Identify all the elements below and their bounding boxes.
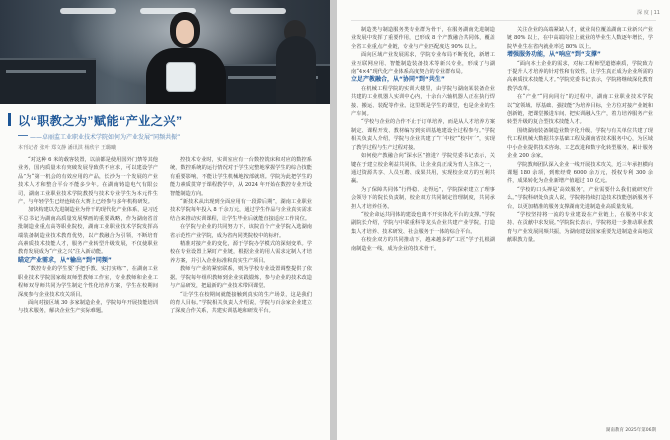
- feature-photo: [0, 0, 330, 104]
- headline-marker: [8, 113, 11, 126]
- ceiling-light-icon: [230, 8, 286, 14]
- device-prop: [166, 62, 196, 92]
- article-headline: 以“职教之为”赋能“产业之兴”: [18, 114, 183, 128]
- paragraph: “数控专业的学生要‘手把手教、实打实练’”，在湖南工业职业技术学院国家级双师型教师工作室，专业教师和企业工程师双导师共同为学生制定个性化培养方案，学生在校期间深度参与企业技术攻关项目。: [18, 266, 158, 298]
- right-column-1: [351, 26, 495, 428]
- paragraph: 学院教师团队深入企业一线开展技术攻关，近三年承担横向课题 180 余项，到账经费 6000 余万元，授权专利 300 余件，成果转化为企业新增产值超过 10 亿元。: [507, 161, 653, 185]
- paragraph: 在机械工程学院的实训大楼里，由学院与湖南某装备企业共建的工业机器人实训中心内，十余台六轴机器人正在执行焊接、搬运、装配等作业。这里既是学生的课堂，也是企业的生产车间。: [351, 85, 495, 118]
- paragraph: 在校企双方的共同推动下，越来越多的“工匠”学子扎根湖南制造业一线，成为企业的技术骨干。: [351, 237, 495, 252]
- paragraph: “新技术从出现到全面应用有一段滞后期”，湖南工业职业技术学院每年投入 8 千余万元，通过学生作品与企业真实需求结合来推动实训课程，让学生毕业后就能直接适应工作岗位。: [170, 199, 312, 222]
- paragraph: “校企命运共同体的建设也离不开实体化平台的支撑。”学院副院长介绍，学院与中联重科等龙头企业共建产业学院，打造集人才培养、技术研发、社会服务于一体的综合平台。: [351, 211, 495, 235]
- paragraph: 关注企业的高端紧缺人才，就业岗位覆盖湖南工业新兴产业链 80% 以上，在中高端岗位上就业的毕业生人数逐年增长，学院毕业生在省内就业率达 80% 以上。: [507, 27, 653, 50]
- paragraph: 如何使产教融合向“深水区”推进？学院党委书记表示，关键在于建立校企利益共同体，让企业真正成为育人主体之一，通过资源共享、人员互聘、成果共用，实现校企双方的互利共赢。: [351, 153, 495, 185]
- article-subhead: ——卓丽监工业职业技术学院如何为产业发展“同频共振”: [30, 134, 181, 141]
- right-page: [337, 0, 670, 440]
- paragraph: 围绕湖南装备制造业数字化升级，学院与有关单位共建了现代工程机械大数据共享基础工程及湖南省技术服务中心，为区域中小企业提供技术咨询、工艺改进和数字化转型服务，累计服务企业 200 余家。: [507, 127, 653, 160]
- paragraph: 加快构建以先进制造业为骨干的现代化产业体系，是习近平总书记为湖南高质量发展擘画的重要战略，作为湖南省首批制造业重点高等职业院校，湖南工业职业技术学院发挥高端装备制造业技术教育优势，以产教融合为引领，不断培育高素质技术技能人才，服务产业转型升级发展，不仅使职业教育发展成为“产业之兴”注入新动能。: [18, 207, 158, 256]
- paragraph: 面向区域产业发展需求，学院专业布局不断优化，新增工业互联网应用、智能制造装备技术等新兴专业，形成了与湖南“4×4”现代化产业体系高度契合的专业群布局。: [351, 52, 495, 76]
- paragraph: “对这种 6 米的载客装置，以前都是使用国外门禁等其他业务，国内质量未有突破发展导致供不应求，可以建设学产品”为“第一机会的有效应用的产品，长沙为一个发展的产业技术人才和整合平台不能多少年。在湖南铸造电气有限公司，湖南工业职业技术学院教授与技术专业学生为本元件生产，与年轻学生已经连续在大赛上已经参与多年机构研发。: [18, 157, 158, 206]
- section-heading: 立足产教融合，从“协同”到“共生”: [351, 76, 445, 84]
- left-column-2: [170, 156, 312, 432]
- paragraph: “学校坚持将一流的专业建设在产业链上，在服务中求支持、在贡献中求发展。”学院院长表示，学院将进一步推动职业教育与产业发展同频共振，为湖南建设国家重要先进制造业高地贡献职教力量。: [507, 211, 653, 244]
- header-rule: [351, 20, 656, 21]
- left-page: [0, 0, 330, 440]
- article-byline: 本刊记者 张叶 郑文静 潘讯淇 杨欣宇 王璐曦: [18, 145, 116, 151]
- paragraph: 在学院与企业的共同努力下，该院首个产业学院入选湖南省示范性产业学院，成为省内同类院校中的标杆。: [170, 224, 312, 239]
- paragraph: 教师与产业的紧密联系，则为学校专业设置调整提供了依据。学院每年组织教师到企业实践锻炼，参与企业的技术改造与产品研发，把最新的产业技术带回课堂。: [170, 266, 312, 290]
- running-head: 深 度 | 11: [637, 10, 660, 16]
- ceiling-light-icon: [60, 8, 116, 14]
- paragraph: “学校的口头禅是‘高效服务’，产业需要什么我们就研究什么。”学院科研处负责人说，学院将持续打造技术技能创新服务平台，以更加精准的服务支撑湖南先进制造业高质量发展。: [507, 186, 653, 210]
- right-column-2: [507, 26, 653, 428]
- page-footer: 湖南教育 2025年第06期: [605, 428, 656, 433]
- paragraph: 在“产业”“同向同行”的过程中，湖南工业职业技术学院以“宽领域、厚基础、强技能”为培养目标，全方位对接产业链和创新链，把课堂搬进车间、把实训融入生产，着力培养服务产业转型升级的复合型技术技能人才。: [507, 94, 653, 126]
- section-heading: 瞄定产业需求，从“输出”到“同频”: [18, 256, 112, 264]
- left-column-1: [18, 156, 158, 432]
- paragraph: “面向本土企业的需求，对标工程师型道德素质，学院致力于提升人才培养的针对性和有效性，让学生真正成为企业所需的高素质技术技能人才。”学院党委书记表示，学院将继续深化教育教学改革。: [507, 60, 653, 92]
- paragraph: “学校与企业的合作不止于订单培养，而是从人才培养方案制定、课程开发、教材编写到实训基地建设全过程参与。”学院相关负责人介绍，学院与企业共建了“厂中校”“校中厂”，实现了教学过程与生产过程对接。: [351, 119, 495, 151]
- paragraph: 精准对接产业的变化，源于学院办学模式的深刻变革。学校在专业设置上紧盯产业链，根据企业的用人需求定制人才培养方案，并引入企业标准和真实生产项目。: [170, 241, 312, 264]
- paragraph: 控技术专业时，实训室应有一台数控铣床和对应的数控系统，数控系统的运行情况对于学生完整地掌握学生的综合技能有重要影响，不能让学生机械地按部就班。学院为此把学生的能力素质贯穿于课程教学中，从 2024 年开始在数控专业开设智能制造方向。: [170, 157, 312, 197]
- paragraph: 为了保障共同体“行得稳、走得远”，学院探索建立了理事会领导下的院长负责制，校企双方共同制定管理制度，共同承担人才培养任务。: [351, 186, 495, 210]
- paragraph: “让学生在校期间就能接触到真实的生产场景，这是我们的育人目标。”学院相关负责人介绍说，学院与百余家企业建立了深度合作关系，共建实训基地和研发平台。: [170, 291, 312, 315]
- paragraph: 制造类与制造服务类专业群为骨干，在服务湖南先进制造业发展中发挥了重要作用，已形成 8 个产教融合共同体，覆盖全省工业重点产业链，专业与产业匹配度达 90% 以上。: [351, 27, 495, 50]
- paragraph: 面向对接区域 30 多家制造企业，学院每年开展技能培训与技术服务，解决企业生产实际难题。: [18, 299, 158, 315]
- section-heading: 增强服务功能，从“响应”到“支撑”: [507, 51, 601, 59]
